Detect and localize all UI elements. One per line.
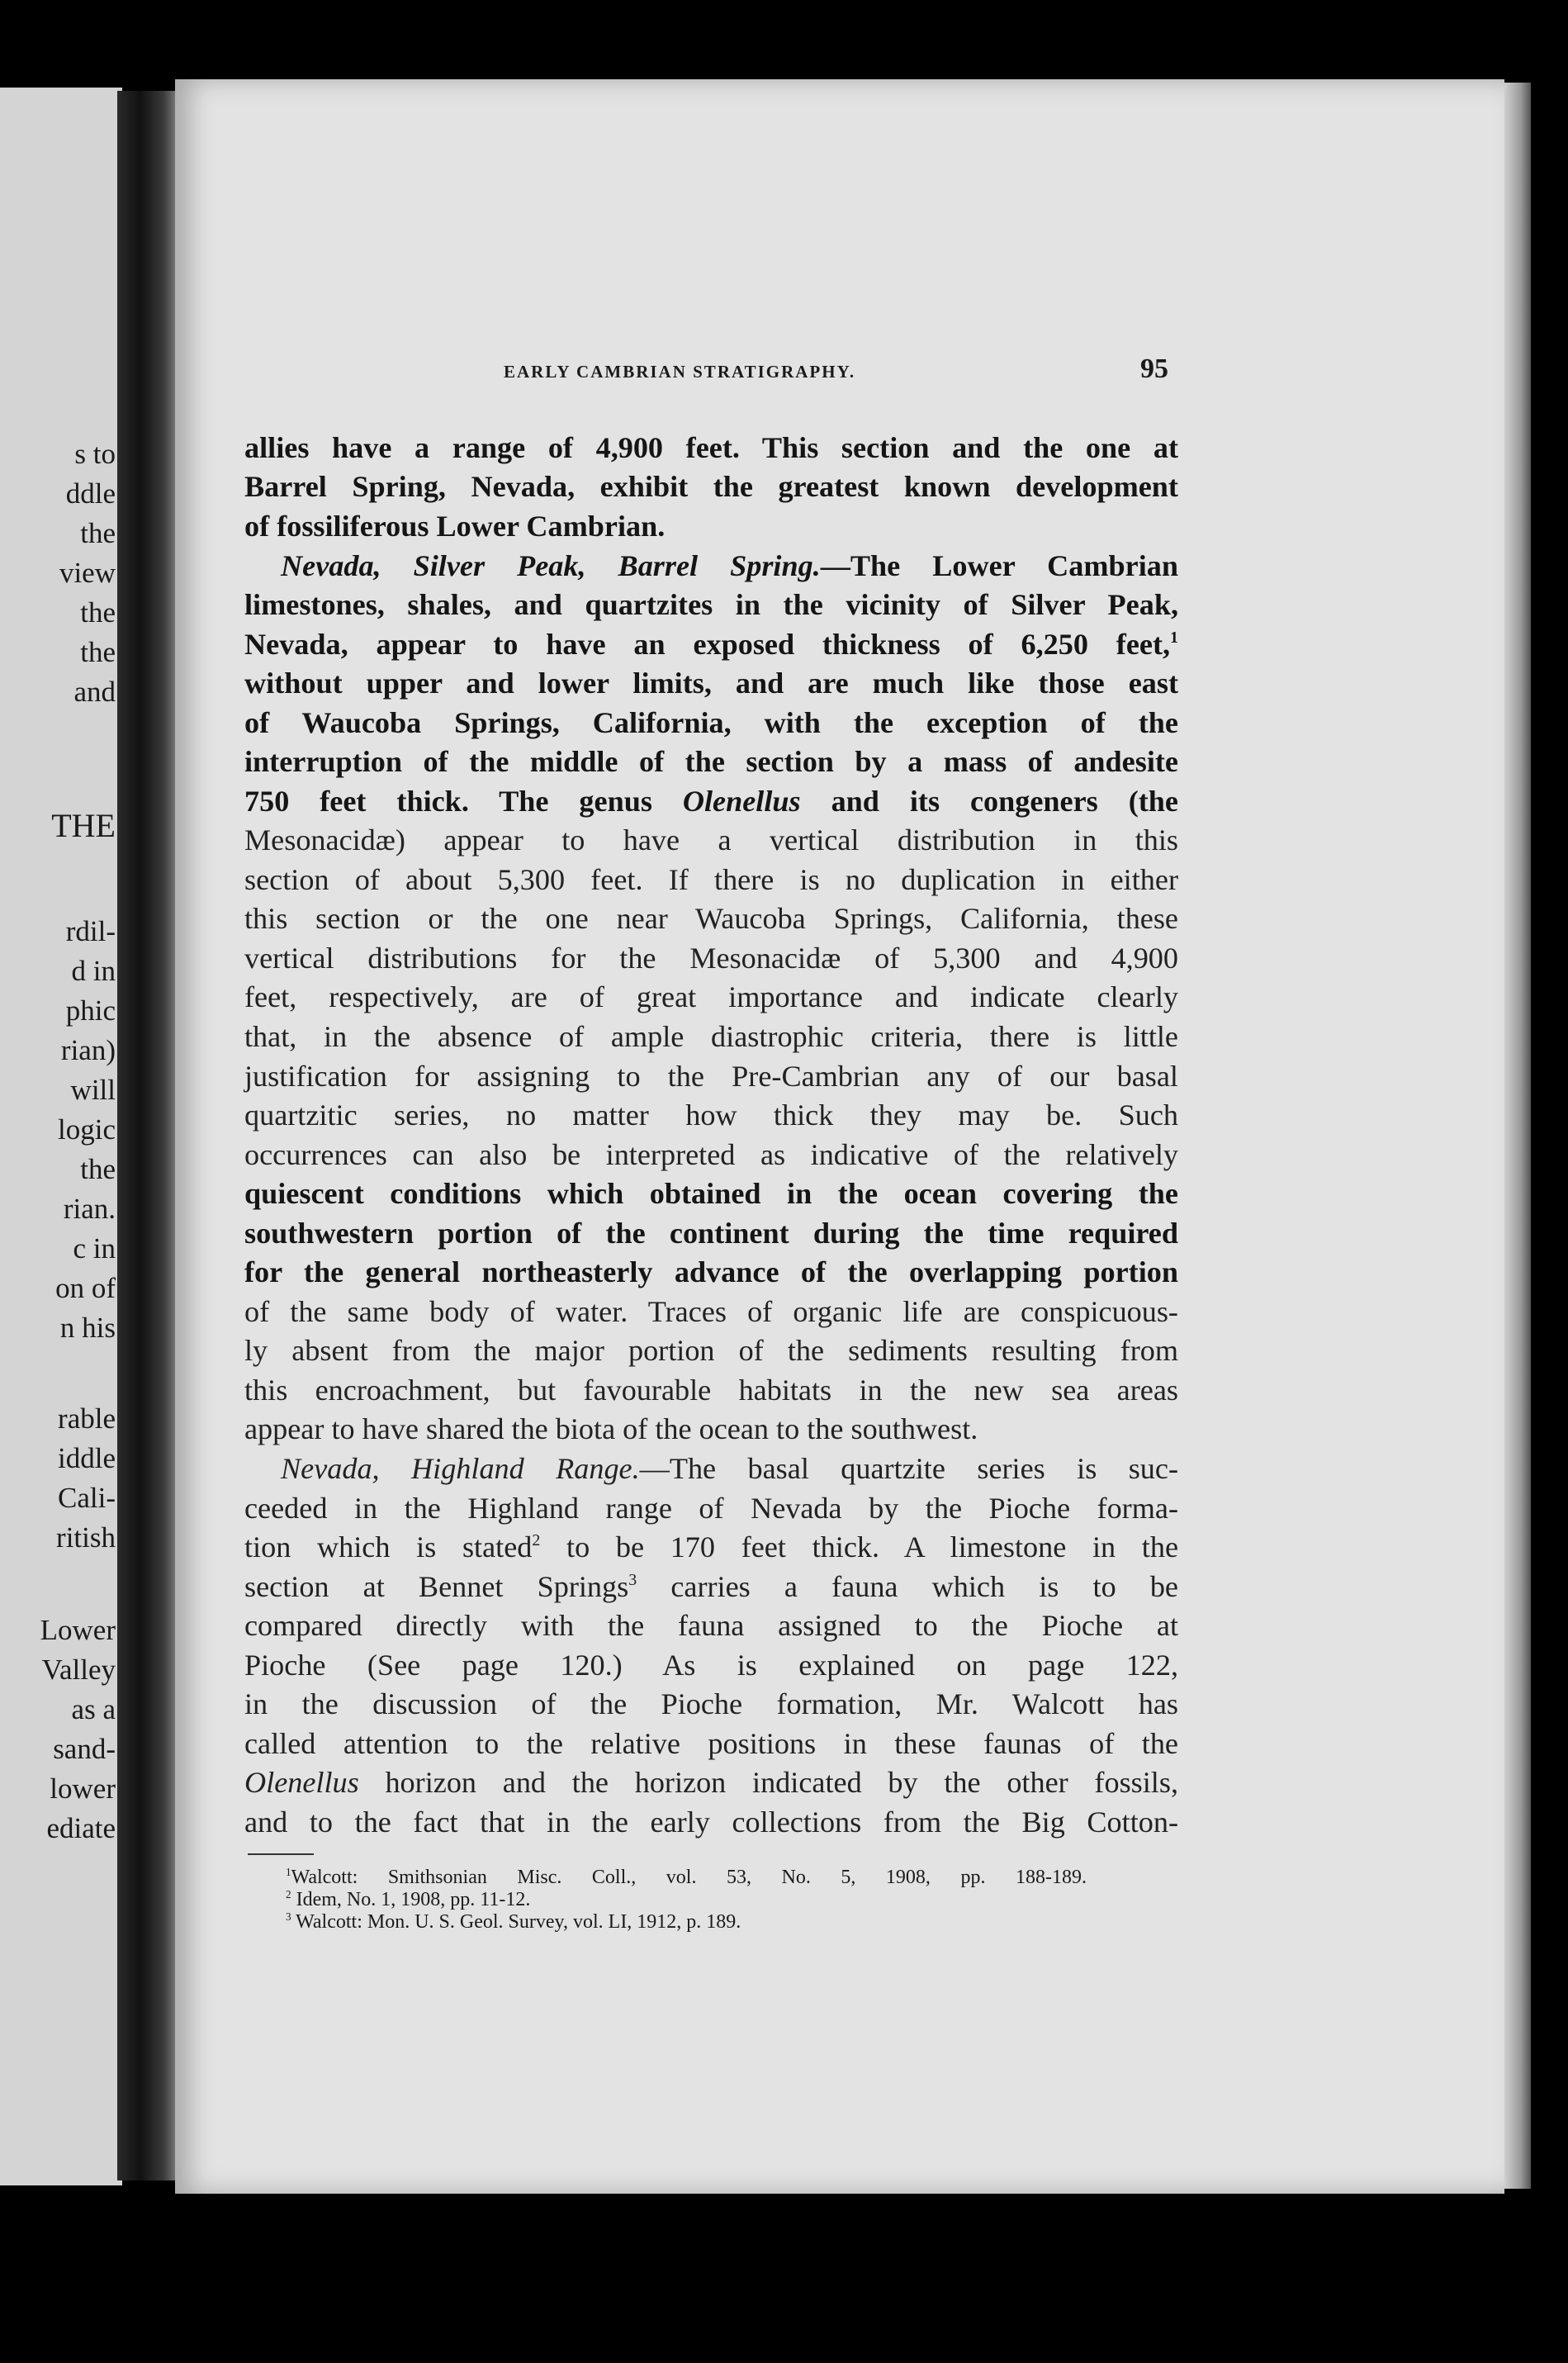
left-fragment: will xyxy=(70,1074,116,1106)
footnote: $^3$ Walcott: Mon. U. S. Geol. Survey, vol. LI, 1912, p. 189. xyxy=(286,1910,741,1933)
left-fragment: Cali- xyxy=(58,1482,116,1514)
left-fragment: rian. xyxy=(63,1193,116,1225)
body-line: 750 feet thick. The genus Olenellus and its congeners (the xyxy=(244,785,1178,818)
left-fragment: rable xyxy=(58,1402,116,1435)
body-line: this encroachment, but favourable habitats in the new sea areas xyxy=(244,1374,1178,1407)
body-line: tion which is stated$^2$ to be 170 feet thick. A limestone in the xyxy=(244,1530,1179,1563)
body-line: allies have a range of 4,900 feet. This section and the one at xyxy=(244,431,1178,464)
body-line: Olenellus horizon and the horizon indicated by the other fossils, xyxy=(244,1766,1178,1799)
body-line: of the same body of water. Traces of organic life are conspicuous- xyxy=(244,1295,1178,1328)
left-fragment: lower xyxy=(50,1772,116,1805)
body-line: Pioche (See page 120.) As is explained on page 122, xyxy=(244,1649,1178,1682)
left-fragment: the xyxy=(80,517,116,549)
body-line: this section or the one near Waucoba Springs, California, these xyxy=(244,902,1178,935)
left-fragment: phic xyxy=(65,994,116,1027)
body-line: compared directly with the fauna assigned to the Pioche at xyxy=(244,1609,1178,1642)
body-line: Nevada, appear to have an exposed thickness of 6,250 feet,$^1$ xyxy=(244,628,1178,661)
body-line: quiescent conditions which obtained in the ocean covering the xyxy=(244,1177,1178,1210)
body-line: ceeded in the Highland range of Nevada by the Pioche forma- xyxy=(244,1492,1178,1525)
left-fragment: the xyxy=(80,596,116,629)
left-fragment: as a xyxy=(71,1693,116,1725)
left-heading-fragment: THE xyxy=(51,807,116,844)
left-fragment: Lower xyxy=(40,1614,116,1646)
left-fragment: c in xyxy=(73,1232,116,1265)
genus-name: Olenellus xyxy=(244,1766,359,1799)
left-page-text xyxy=(0,0,122,2363)
body-line: Nevada, Highland Range.—The basal quartzite series is suc- xyxy=(281,1452,1178,1485)
left-fragment: the xyxy=(80,1153,116,1185)
footnote: $^2$ Idem, No. 1, 1908, pp. 11-12. xyxy=(286,1887,531,1910)
body-line: in the discussion of the Pioche formation, Mr. Walcott has xyxy=(244,1687,1178,1720)
footnote-ref: 1 xyxy=(1170,629,1178,648)
body-line: without upper and lower limits, and are much like those east xyxy=(244,667,1178,700)
left-fragment: ritish xyxy=(56,1521,116,1554)
footnote-ref: 2 xyxy=(532,1531,541,1550)
footnote: $^1$Walcott: Smithsonian Misc. Coll., vol. 53, No. 5, 1908, pp. 188-189. xyxy=(286,1865,1087,1888)
left-fragment: d in xyxy=(71,955,116,987)
left-fragment: view xyxy=(59,557,116,589)
left-fragment: the xyxy=(80,636,116,668)
book-gutter xyxy=(117,91,183,2180)
body-line: of Waucoba Springs, California, with the exception of the xyxy=(244,706,1178,739)
body-line: limestones, shales, and quartzites in the vicinity of Silver Peak, xyxy=(244,588,1178,621)
body-line: that, in the absence of ample diastrophic criteria, there is little xyxy=(244,1020,1178,1053)
left-fragment: n his xyxy=(59,1312,116,1344)
left-fragment: ddle xyxy=(65,477,116,510)
body-line: occurrences can also be interpreted as indicative of the relatively xyxy=(244,1138,1178,1171)
section-heading: Nevada, Silver Peak, Barrel Spring. xyxy=(281,549,821,582)
left-fragment: iddle xyxy=(58,1442,116,1474)
body-line: Barrel Spring, Nevada, exhibit the greatest known development xyxy=(244,470,1178,503)
left-fragment: on of xyxy=(55,1272,116,1304)
body-line: called attention to the relative positions in these faunas of the xyxy=(244,1727,1178,1760)
left-fragment: rdil- xyxy=(65,915,116,947)
footnote-ref: 3 xyxy=(628,1571,637,1590)
body-line: ly absent from the major portion of the sediments resulting from xyxy=(244,1334,1178,1367)
left-fragment: Valley xyxy=(41,1654,116,1686)
page-edge xyxy=(1504,83,1531,2189)
running-head: EARLY CAMBRIAN STRATIGRAPHY. xyxy=(504,362,856,382)
body-line: vertical distributions for the Mesonacidæ of 5,300 and 4,900 xyxy=(244,942,1178,975)
left-fragment: s to xyxy=(74,438,116,470)
body-line: section at Bennet Springs$^3$ carries a fauna which is to be xyxy=(244,1570,1178,1603)
body-line: for the general northeasterly advance of the overlapping portion xyxy=(244,1255,1178,1288)
body-line: of fossiliferous Lower Cambrian. xyxy=(244,510,666,543)
body-line: quartzitic series, no matter how thick they may be. Such xyxy=(244,1098,1178,1132)
left-fragment: logic xyxy=(58,1113,116,1146)
body-line: section of about 5,300 feet. If there is no duplication in either xyxy=(244,863,1178,896)
left-fragment: and xyxy=(73,676,116,708)
body-line: southwestern portion of the continent during the time required xyxy=(244,1217,1178,1250)
body-line: and to the fact that in the early collections from the Big Cotton- xyxy=(244,1805,1178,1839)
body-line: appear to have shared the biota of the ocean to the southwest. xyxy=(244,1412,978,1445)
left-fragment: ediate xyxy=(46,1812,116,1844)
body-line: justification for assigning to the Pre-Cambrian any of our basal xyxy=(244,1060,1178,1093)
section-heading: Nevada, Highland Range. xyxy=(281,1452,640,1485)
page-number: 95 xyxy=(1140,354,1168,384)
genus-name: Olenellus xyxy=(682,785,801,818)
body-line: feet, respectively, are of great importance and indicate clearly xyxy=(244,980,1178,1013)
body-line: interruption of the middle of the section by a mass of andesite xyxy=(244,745,1178,778)
body-line: Mesonacidæ) appear to have a vertical distribution in this xyxy=(244,823,1178,856)
footnote-rule xyxy=(248,1853,314,1855)
left-fragment: rian) xyxy=(60,1034,116,1066)
left-fragment: sand- xyxy=(53,1733,116,1765)
body-line: Nevada, Silver Peak, Barrel Spring.—The Lower Cambrian xyxy=(281,549,1178,582)
